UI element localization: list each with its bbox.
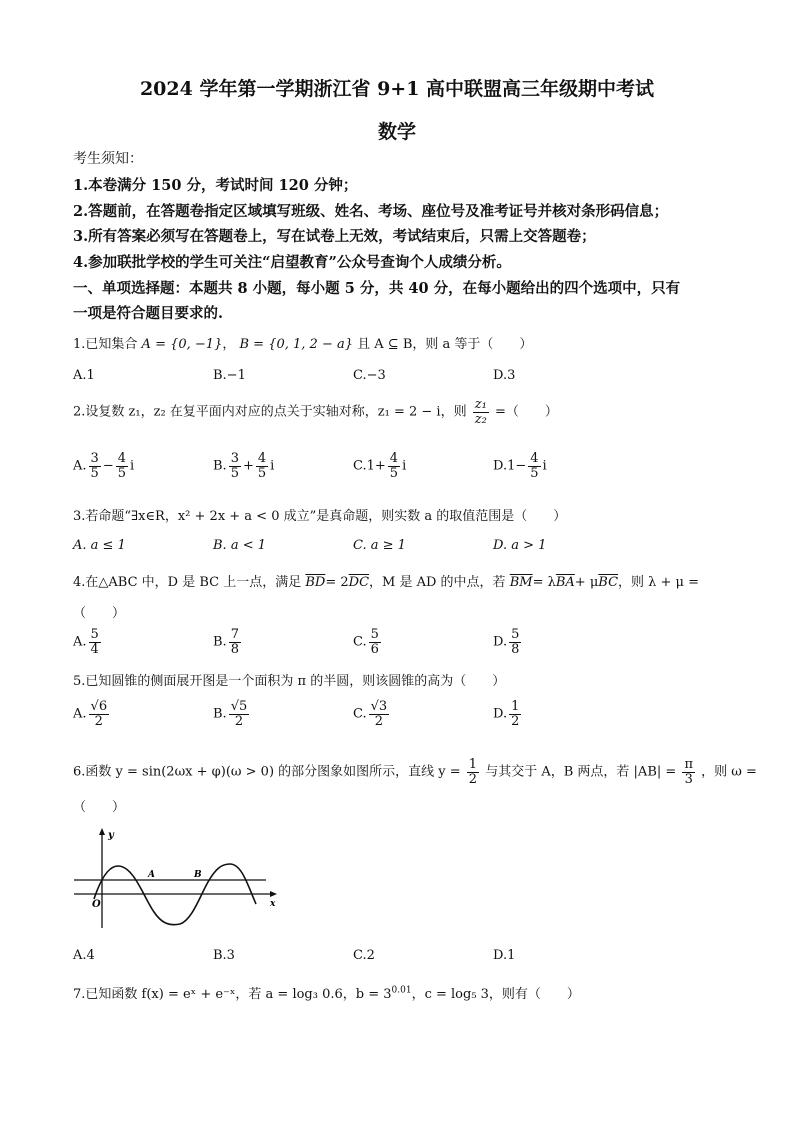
q1-option-d: D.3	[493, 368, 516, 383]
section-heading-line-2: 一项是符合题目要求的.	[73, 305, 224, 322]
q4-option-d: D. $\frac{5}{8}$	[493, 627, 520, 657]
question-4: 4.在△ABC 中，D 是 BC 上一点，满足 $\overline{BD}= 2\overline{DC}$，M 是 AD 的中点，若 $\overline{BM}= \lambda\overline{BA}+ \mu\overline{BC}$，则 λ + μ =	[73, 575, 700, 590]
x-axis-label: x	[270, 899, 276, 909]
q5-option-b: B. $\frac{√5}{2}$	[213, 699, 248, 729]
q5-option-c: C. $\frac{√3}{2}$	[353, 699, 388, 729]
section-heading-line-1: 一、单项选择题：本题共 8 小题，每小题 5 分，共 40 分，在每小题给出的四个选项中，只有	[73, 280, 681, 297]
point-a-label: A	[148, 870, 155, 880]
question-3: 3.若命题“∃x∈R，x² + 2x + a < 0 成立”是真命题，则实数 a 的取值范围是（ ）	[73, 509, 567, 524]
notice-item-1: 1.本卷满分 150 分，考试时间 120 分钟；	[73, 177, 358, 194]
question-5: 5.已知圆锥的侧面展开图是一个面积为 π 的半圆，则该圆锥的高为（ ）	[73, 674, 506, 689]
q6-answer-paren: （ ）	[73, 800, 126, 815]
q3-option-a: A. a ≤ 1	[73, 538, 126, 553]
y-axis-arrow	[99, 828, 105, 835]
q2-text-1: 2.设复数 z₁，z₂ 在复平面内对应的点关于实轴对称，z₁ = 2 − i，则	[73, 404, 467, 420]
notice-item-4: 4.参加联批学校的学生可关注“启望教育”公众号查询个人成绩分析。	[73, 254, 511, 271]
q2-option-d: D.1− $\frac{4}{5}$ i	[493, 451, 547, 481]
notice-item-3: 3.所有答案必须写在答题卷上，写在试卷上无效，考试结束后，只需上交答题卷；	[73, 228, 596, 245]
q4-option-a: A. $\frac{5}{4}$	[73, 627, 99, 657]
q2-text-2: =（ ）	[494, 404, 558, 420]
q4-option-b: B. $\frac{7}{8}$	[213, 627, 239, 657]
q1-option-a: A.1	[73, 368, 95, 383]
q6-option-c: C.2	[353, 948, 375, 963]
subject-title: 数学	[377, 121, 416, 143]
exam-title: 2024 学年第一学期浙江省 9+1 高中联盟高三年级期中考试	[139, 78, 655, 100]
q1-set-b: B = {0, 1, 2 − a}	[239, 337, 354, 352]
q4-option-c: C. $\frac{5}{6}$	[353, 627, 379, 657]
notice-item-2: 2.答题前，在答题卷指定区域填写班级、姓名、考场、座位号及准考证号并核对条形码信息；	[73, 203, 669, 220]
origin-label: O	[92, 899, 101, 910]
vector-bc: $\overline{BC}$	[598, 575, 619, 590]
x-axis-arrow	[270, 891, 277, 897]
q1-text: 且 A ⊆ B，则 a 等于（ ）	[357, 337, 533, 352]
q6-half-fraction: $\frac{1}{2}$	[468, 757, 478, 787]
q3-option-b: B. a < 1	[213, 538, 266, 553]
question-1	[73, 333, 532, 352]
q1-option-c: C.−3	[353, 368, 386, 383]
q6-option-d: D.1	[493, 948, 516, 963]
q6-option-a: A.4	[73, 948, 95, 963]
notice-heading: 考生须知：	[73, 151, 143, 167]
question-6: 6.函数 y = sin(2ωx + φ)(ω > 0) 的部分图象如图所示，直线 y = $\frac{1}{2}$ 与其交于 A，B 两点，若 |AB| = $\frac{\pi}{3}$ ，则 ω =	[73, 757, 757, 787]
q4-answer-paren: （ ）	[73, 606, 126, 621]
q3-option-c: C. a ≥ 1	[353, 538, 406, 553]
q7-exponent: 0.01	[391, 985, 412, 996]
q1-prefix: 1.已知集合	[73, 337, 138, 352]
question-7: 7.已知函数 f(x) = eˣ + e⁻ˣ，若 a = log₃ 0.6，$b = 3^{0.01}$，c = log₅ 3，则有（ ）	[73, 985, 580, 1002]
y-axis-label: y	[108, 830, 114, 841]
q3-option-d: D. a > 1	[493, 538, 547, 553]
q6-sine-graph	[70, 826, 285, 932]
vector-bd: $\overline{BD}$	[305, 575, 326, 590]
q2-option-c: C.1+ $\frac{4}{5}$ i	[353, 451, 407, 481]
q1-sep: ，	[222, 337, 236, 352]
point-b-label: B	[194, 870, 202, 880]
vector-ba: $\overline{BA}$	[555, 575, 575, 590]
q2-option-b: B. $\frac{3}{5}$ + $\frac{4}{5}$ i	[213, 451, 275, 481]
q6-option-b: B.3	[213, 948, 235, 963]
q1-set-a: A = {0, −1}	[141, 337, 223, 352]
question-2	[73, 398, 558, 426]
q5-option-d: D. $\frac{1}{2}$	[493, 699, 520, 729]
q1-option-b: B.−1	[213, 368, 246, 383]
q2-option-a: A. $\frac{3}{5}$ − $\frac{4}{5}$ i	[73, 451, 135, 481]
vector-bm: $\overline{BM}$	[509, 575, 533, 590]
q5-option-a: A. $\frac{√6}{2}$	[73, 699, 108, 729]
vector-dc: $\overline{DC}$	[348, 575, 370, 590]
q6-pi-fraction: $\frac{\pi}{3}$	[684, 757, 693, 787]
q2-fraction: $\frac{\text{z₁}}{\text{z₂}}$	[474, 397, 487, 427]
